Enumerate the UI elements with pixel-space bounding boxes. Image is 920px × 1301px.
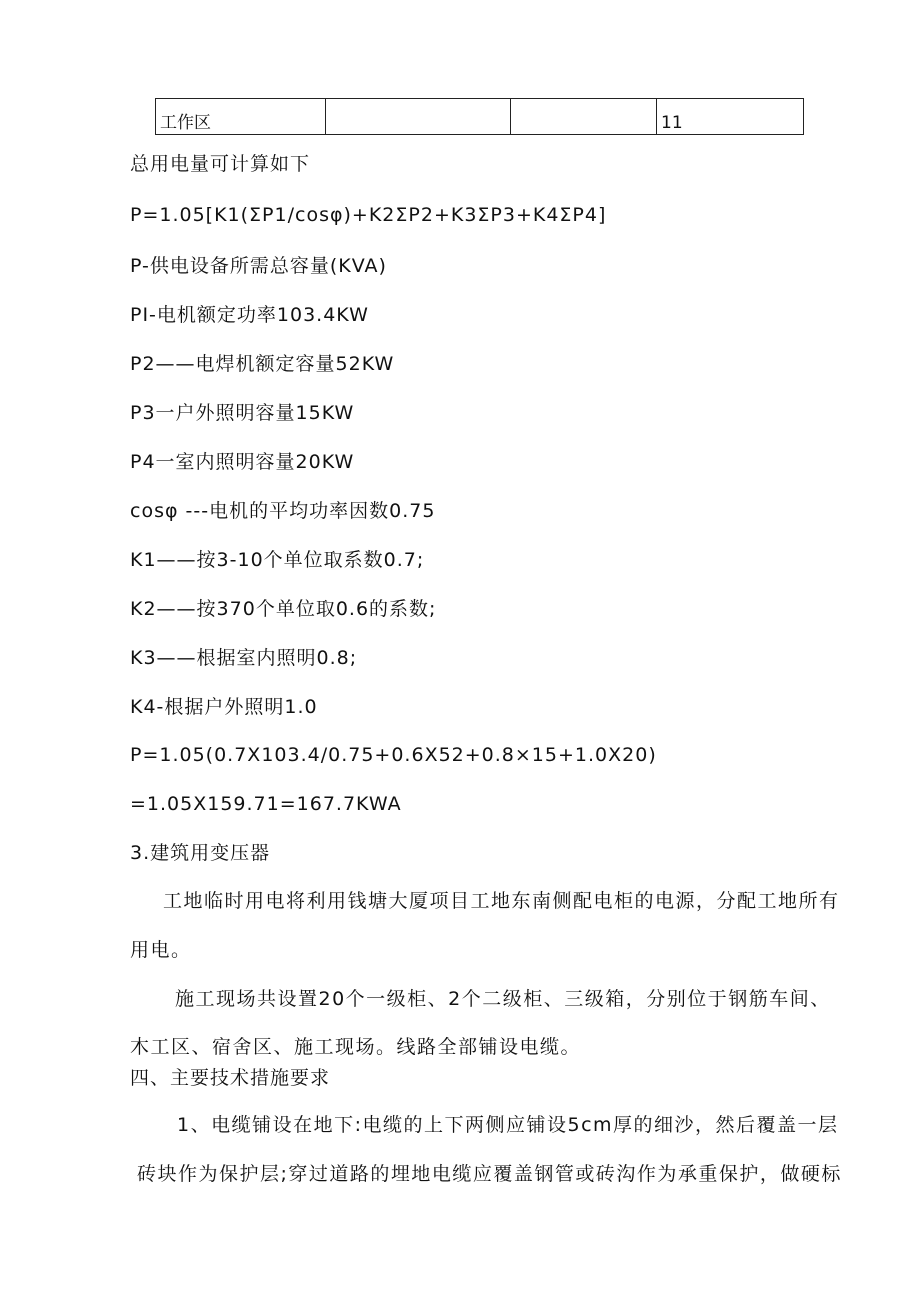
paragraph-line: 木工区、宿舍区、施工现场。线路全部铺设电缆。 [130,1036,582,1058]
paragraph-line: 施工现场共设置20个一级柜、2个二级柜、三级箱，分别位于钢筋车间、 [175,988,831,1010]
paragraph-line: 砖块作为保护层;穿过道路的埋地电缆应覆盖钢管或砖沟作为承重保护，做硬标 [137,1163,842,1185]
definition-p: P-供电设备所需总容量(KVA) [130,255,387,277]
definition-p4: P4一室内照明容量20KW [130,451,355,473]
definition-cosphi: cosφ ---电机的平均功率因数0.75 [130,500,436,522]
definition-p3: P3一户外照明容量15KW [130,402,355,424]
section-heading-technical: 四、主要技术措施要求 [130,1067,331,1089]
load-table [155,98,804,135]
formula-p: P=1.05[K1(ΣP1/cosφ)+K2ΣP2+K3ΣP3+K4ΣP4] [130,204,607,226]
table-cell-count: 11 [657,99,804,135]
definition-k3: K3——根据室内照明0.8; [130,647,358,669]
definition-k4: K4-根据户外照明1.0 [130,696,318,718]
table-cell-area: 工作区 [156,99,326,135]
definition-k1: K1——按3-10个单位取系数0.7; [130,549,425,571]
formula-result: =1.05X159.71=167.7KWA [130,793,402,815]
paragraph-line: 工地临时用电将利用钱塘大厦项目工地东南侧配电柜的电源，分配工地所有 [163,890,840,912]
paragraph-line: 1、电缆铺设在地下:电缆的上下两侧应铺设5cm厚的细沙，然后覆盖一层 [177,1114,839,1136]
definition-k2: K2——按370个单位取0.6的系数; [130,598,437,620]
calc-intro: 总用电量可计算如下 [130,153,311,175]
formula-substituted: P=1.05(0.7X103.4/0.75+0.6X52+0.8×15+1.0X20) [130,744,657,766]
table-cell [326,99,511,135]
paragraph-line: 用电。 [130,939,192,961]
definition-p1: PI-电机额定功率103.4KW [130,304,369,326]
table-cell [511,99,657,135]
section-heading-transformer: 3.建筑用变压器 [130,842,271,864]
definition-p2: P2——电焊机额定容量52KW [130,353,395,375]
table-row [156,99,804,135]
